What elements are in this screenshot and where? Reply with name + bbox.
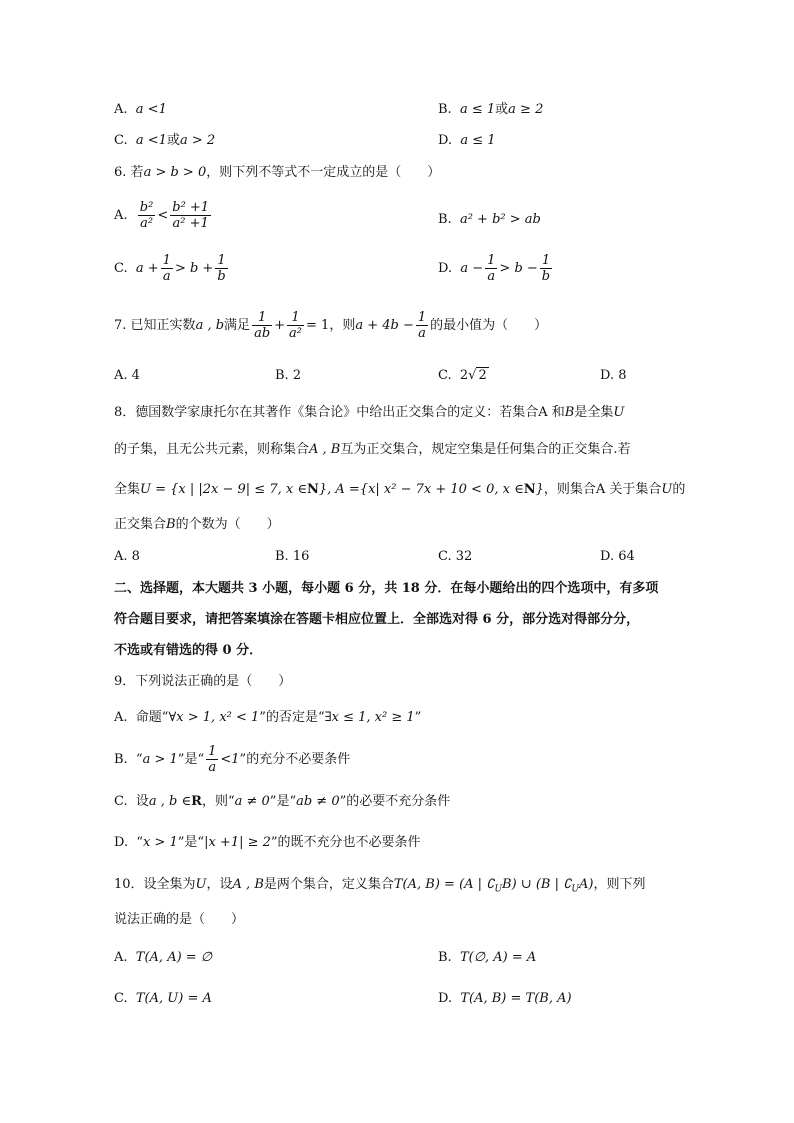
q6-option-d: D. a − $\frac{1}{a}$ > b − $\frac{1}{b}$ <box>438 253 551 284</box>
q10-option-d: D. T(A, B) = T(B, A) <box>438 991 572 1006</box>
q5-option-a-math: a <1 <box>135 102 167 117</box>
sqrt-expression: 2√ 2 <box>459 368 487 383</box>
q10-option-a: A. T(A, A) = ∅ <box>114 950 213 965</box>
q8-line-2: 的子集，且无公共元素，则称集合A , B互为正交集合，规定空集是任何集合的正交集合.若 <box>114 442 631 457</box>
fraction: $\frac{1}{\text{a²}}$ <box>289 310 303 341</box>
q8-option-c: C. 32 <box>438 549 473 564</box>
fraction: $\frac{1}{a}$ <box>208 744 217 775</box>
q7-stem: 7. 已知正实数a , b满足 $\frac{1}{ab}$ + $\frac{1}{\text{a²}}$ = 1，则a + 4b − $\frac{1}{a}$ 的最小值为（ ） <box>114 310 548 341</box>
q8-option-b: B. 16 <box>275 549 310 564</box>
fraction: $\frac{\text{b²}}{\text{a²}}$ <box>139 200 154 231</box>
q8-line-4: 正交集合B的个数为（ ） <box>114 517 280 532</box>
q7-option-d: D. 8 <box>600 368 627 383</box>
section-2-heading-line-2: 符合题目要求，请把答案填涂在答题卡相应位置上．全部选对得 6 分，部分选对得部分分， <box>114 612 640 627</box>
q5-option-d: D. a ≤ 1 <box>438 133 496 148</box>
q10-option-c: C. T(A, U) = A <box>114 991 212 1006</box>
q9-option-c: C. 设a , b ∈R，则“a ≠ 0”是“ab ≠ 0”的必要不充分条件 <box>114 794 451 809</box>
fraction: $\frac{1}{ab}$ <box>254 310 271 341</box>
q9-stem: 9．下列说法正确的是（ ） <box>114 674 292 689</box>
fraction: $\frac{1}{b}$ <box>541 253 551 284</box>
q6-stem: 6. 若a > b > 0，则下列不等式不一定成立的是（ ） <box>114 165 441 180</box>
q7-option-a: A. 4 <box>114 368 140 383</box>
q9-option-a: A. 命题“∀x > 1, x² < 1”的否定是“∃x ≤ 1, x² ≥ 1” <box>114 710 422 725</box>
section-2-heading-line-3: 不选或有错选的得 0 分． <box>114 643 263 658</box>
q6-option-a: A. $\frac{\text{b²}}{\text{a²}}$ < $\frac{\text{b² +1}}{\text{a² +1}}$ <box>114 200 210 231</box>
q8-line-3: 全集U = {x | |2x − 9| ≤ 7, x ∈N}, A ={x| x² − 7x + 10 < 0, x ∈N}，则集合A 关于集合U的 <box>114 482 686 497</box>
q9-option-d: D. “x > 1”是“|x +1| ≥ 2”的既不充分也不必要条件 <box>114 835 421 850</box>
q5-option-b: B. a ≤ 1或a ≥ 2 <box>438 102 544 117</box>
q10-line-2: 说法正确的是（ ） <box>114 912 245 927</box>
fraction: $\frac{1}{a}$ <box>417 310 427 341</box>
q5-option-c: C. a <1或a > 2 <box>114 133 216 148</box>
section-2-heading-line-1: 二、选择题，本大题共 3 小题，每小题 6 分，共 18 分．在每小题给出的四个选项中，有多项 <box>114 581 659 596</box>
q9-option-b: B. “a > 1”是“ $\frac{1}{a}$ <1”的充分不必要条件 <box>114 744 351 775</box>
fraction: $\frac{1}{a}$ <box>487 253 496 284</box>
q10-line-1: 10．设全集为U，设A , B是两个集合，定义集合T(A, B) = (A | $∁_UB$) ∪ (B | $∁_UA$)，则下列 <box>114 877 646 895</box>
q8-option-a: A. 8 <box>114 549 140 564</box>
q8-line-1: 8．德国数学家康托尔在其著作《集合论》中给出正交集合的定义：若集合A 和B是全集U <box>114 405 625 420</box>
q10-option-b: B. T(∅, A) = A <box>438 950 537 965</box>
q7-option-c: C. 2√ 2 <box>438 368 487 383</box>
q6-option-b: B. a² + b² > ab <box>438 212 541 227</box>
fraction: $\frac{1}{a}$ <box>162 253 171 284</box>
q5-option-a: A. a <1 <box>114 102 167 117</box>
fraction: $\frac{1}{b}$ <box>217 253 226 284</box>
fraction: $\frac{\text{b² +1}}{\text{a² +1}}$ <box>172 200 210 231</box>
q6-option-c: C. a + $\frac{1}{a}$ > b + $\frac{1}{b}$ <box>114 253 226 284</box>
q7-option-b: B. 2 <box>275 368 302 383</box>
q8-option-d: D. 64 <box>600 549 635 564</box>
